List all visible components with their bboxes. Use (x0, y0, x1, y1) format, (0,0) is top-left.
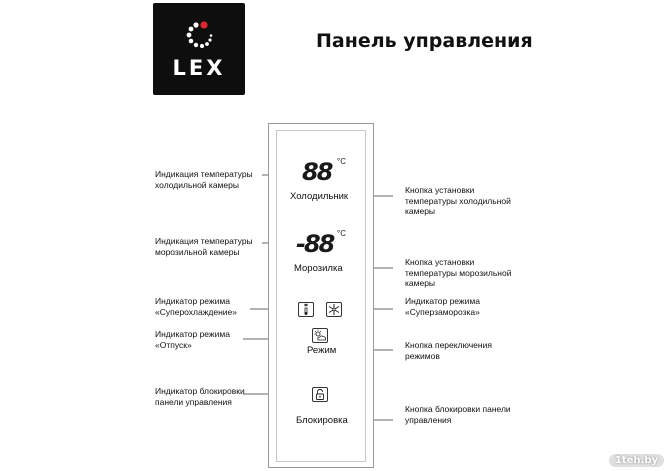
fridge-degree-unit: °C (337, 157, 346, 166)
note-line: Кнопка блокировки панели (405, 404, 511, 414)
note-line: Индикатор режима (405, 296, 480, 306)
note-vacation (155, 329, 230, 350)
note-line: «Отпуск» (155, 339, 192, 350)
note-freezer-button (405, 257, 511, 289)
note-lock-indicator (155, 386, 245, 407)
note-line: Кнопка переключения (405, 340, 492, 350)
note-line: холодильной камеры (155, 179, 239, 190)
supercool-indicator (298, 302, 314, 317)
note-line: температуры морозильной (405, 267, 512, 278)
note-line: управления (405, 414, 452, 425)
note-line: Индикация температуры (155, 236, 253, 246)
freezer-button[interactable]: Морозилка (294, 263, 343, 274)
note-line: камеры (405, 278, 436, 288)
snowflake-icon (327, 303, 341, 316)
freezer-temp-display: -88 (296, 230, 334, 258)
note-line: камеры (405, 206, 436, 216)
freezer-degree-unit: °C (337, 229, 346, 238)
note-line: морозильной камеры (155, 246, 240, 257)
note-line: панели управления (155, 396, 232, 407)
logo-text: LEX (172, 56, 226, 80)
fridge-button[interactable]: Холодильник (290, 191, 349, 202)
note-lock-button (405, 404, 511, 425)
lock-button[interactable]: Блокировка (296, 415, 348, 426)
note-line: Кнопка установки (405, 257, 475, 267)
note-superfreeze (405, 296, 480, 317)
lock-indicator (312, 387, 328, 402)
padlock-icon (313, 388, 327, 401)
note-line: Индикатор блокировки (155, 386, 245, 396)
page-title: Панель управления (316, 30, 533, 52)
note-line: режимов (405, 350, 440, 361)
vacation-indicator (312, 328, 328, 343)
note-fridge-temp (155, 169, 253, 190)
note-line: Кнопка установки (405, 185, 475, 195)
note-line: Индикатор режима (155, 329, 230, 339)
superfreeze-indicator (326, 302, 342, 317)
note-line: «Суперохлаждение» (155, 306, 238, 317)
note-line: Индикация температуры (155, 169, 253, 179)
note-supercool (155, 296, 237, 317)
note-mode-button (405, 340, 492, 361)
note-fridge-button (405, 185, 511, 217)
thermometer-snow-icon (299, 303, 313, 316)
watermark: 1teh.by (609, 454, 664, 467)
note-line: «Суперзаморозка» (405, 306, 480, 317)
note-line: температуры холодильной (405, 195, 511, 206)
mode-button[interactable]: Режим (307, 345, 337, 356)
sun-cloud-icon (313, 329, 327, 342)
note-freezer-temp (155, 236, 253, 257)
note-line: Индикатор режима (155, 296, 230, 306)
fridge-temp-display: 88 (302, 158, 332, 186)
